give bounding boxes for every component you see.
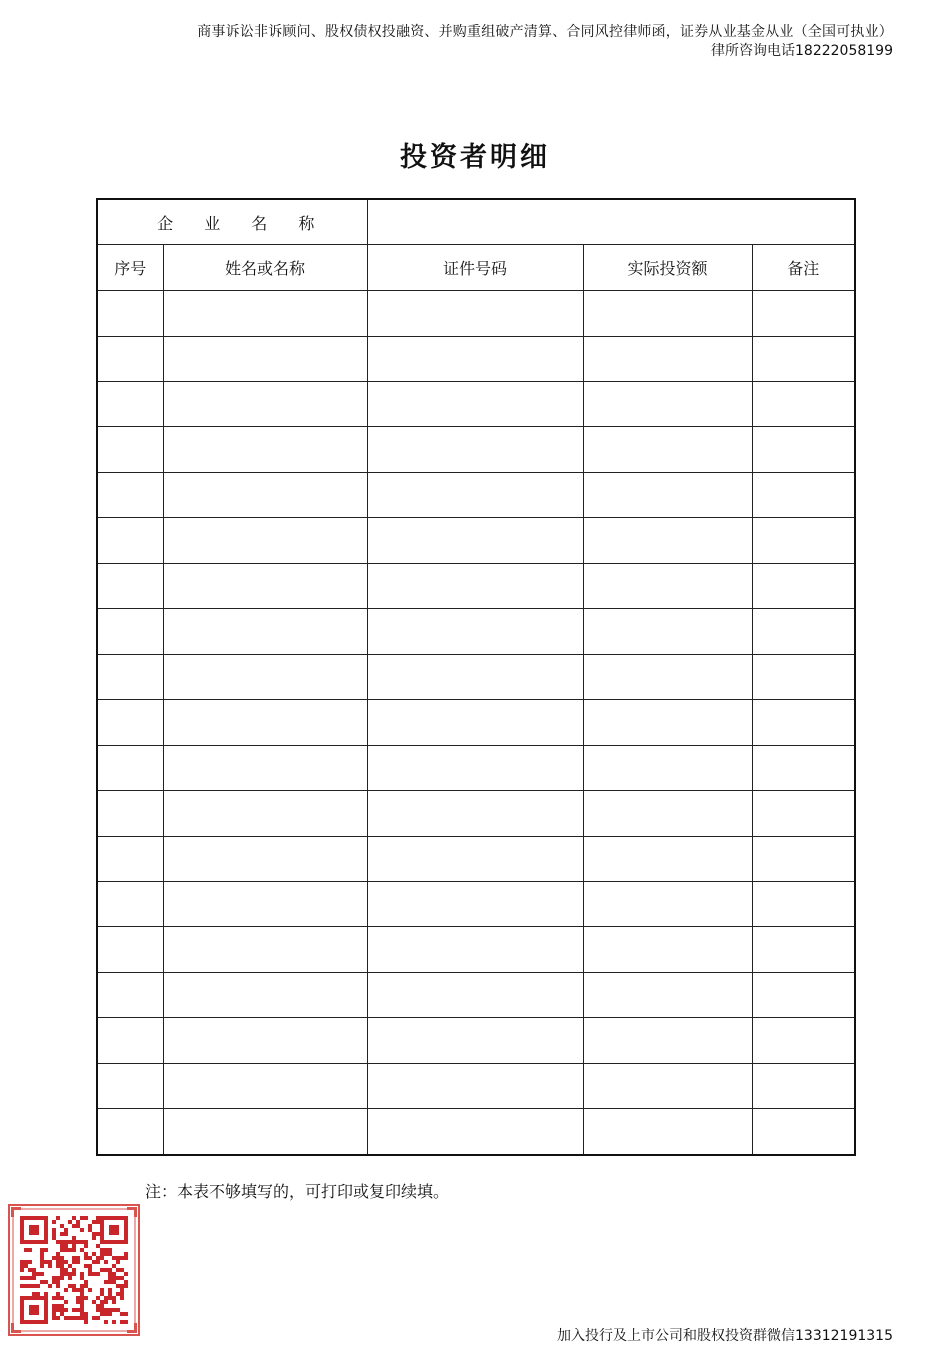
table-row — [97, 563, 855, 608]
cell-name[interactable] — [163, 382, 367, 427]
cell-name[interactable] — [163, 972, 367, 1017]
cell-name[interactable] — [163, 745, 367, 790]
cell-id-number[interactable] — [367, 336, 583, 381]
cell-remarks[interactable] — [752, 1018, 855, 1063]
cell-name[interactable] — [163, 427, 367, 472]
cell-name[interactable] — [163, 291, 367, 336]
table-row — [97, 927, 855, 972]
cell-id-number[interactable] — [367, 791, 583, 836]
table-row — [97, 427, 855, 472]
cell-index[interactable] — [97, 427, 163, 472]
cell-id-number[interactable] — [367, 382, 583, 427]
cell-name[interactable] — [163, 1018, 367, 1063]
cell-name[interactable] — [163, 1109, 367, 1155]
cell-index[interactable] — [97, 336, 163, 381]
company-label: 企 业 名 称 — [97, 199, 367, 245]
table-row — [97, 291, 855, 336]
cell-index[interactable] — [97, 1018, 163, 1063]
cell-name[interactable] — [163, 700, 367, 745]
table-row — [97, 609, 855, 654]
cell-id-number[interactable] — [367, 1018, 583, 1063]
cell-remarks[interactable] — [752, 836, 855, 881]
cell-name[interactable] — [163, 1063, 367, 1108]
cell-name[interactable] — [163, 336, 367, 381]
cell-index[interactable] — [97, 518, 163, 563]
cell-remarks[interactable] — [752, 882, 855, 927]
col-header-investment: 实际投资额 — [583, 245, 752, 291]
cell-name[interactable] — [163, 563, 367, 608]
investor-table — [96, 198, 856, 1156]
cell-remarks[interactable] — [752, 1109, 855, 1155]
cell-index[interactable] — [97, 382, 163, 427]
cell-remarks[interactable] — [752, 427, 855, 472]
cell-remarks[interactable] — [752, 745, 855, 790]
col-header-remarks: 备注 — [752, 245, 855, 291]
page-title: 投资者明细 — [400, 142, 550, 173]
cell-investment[interactable] — [583, 882, 752, 927]
cell-index[interactable] — [97, 745, 163, 790]
cell-investment[interactable] — [583, 427, 752, 472]
table-row — [97, 518, 855, 563]
table-row — [97, 472, 855, 517]
header-phone-text: 律所咨询电话18222058199 — [711, 43, 893, 59]
table-row — [97, 1063, 855, 1108]
cell-index[interactable] — [97, 291, 163, 336]
cell-index[interactable] — [97, 654, 163, 699]
cell-remarks[interactable] — [752, 972, 855, 1017]
cell-id-number[interactable] — [367, 745, 583, 790]
cell-remarks[interactable] — [752, 700, 855, 745]
footnote: 注：本表不够填写的，可打印或复印续填。 — [145, 1182, 450, 1201]
cell-remarks[interactable] — [752, 927, 855, 972]
cell-index[interactable] — [97, 791, 163, 836]
table-row — [97, 336, 855, 381]
cell-name[interactable] — [163, 882, 367, 927]
table-row — [97, 836, 855, 881]
cell-index[interactable] — [97, 836, 163, 881]
table-row — [97, 382, 855, 427]
cell-remarks[interactable] — [752, 291, 855, 336]
table-row — [97, 654, 855, 699]
footer-wechat-text: 加入投行及上市公司和股权投资群微信13312191315 — [557, 1328, 893, 1344]
cell-remarks[interactable] — [752, 609, 855, 654]
cell-index[interactable] — [97, 882, 163, 927]
cell-name[interactable] — [163, 472, 367, 517]
cell-remarks[interactable] — [752, 1063, 855, 1108]
cell-index[interactable] — [97, 1063, 163, 1108]
cell-index[interactable] — [97, 700, 163, 745]
cell-investment[interactable] — [583, 563, 752, 608]
cell-name[interactable] — [163, 836, 367, 881]
table-row — [97, 791, 855, 836]
cell-investment[interactable] — [583, 927, 752, 972]
cell-id-number[interactable] — [367, 836, 583, 881]
cell-name[interactable] — [163, 927, 367, 972]
table-row — [97, 1109, 855, 1155]
company-row — [97, 199, 855, 245]
cell-investment[interactable] — [583, 654, 752, 699]
table-row — [97, 745, 855, 790]
cell-name[interactable] — [163, 791, 367, 836]
cell-remarks[interactable] — [752, 518, 855, 563]
cell-id-number[interactable] — [367, 1063, 583, 1108]
cell-index[interactable] — [97, 563, 163, 608]
cell-investment[interactable] — [583, 291, 752, 336]
cell-investment[interactable] — [583, 745, 752, 790]
cell-name[interactable] — [163, 609, 367, 654]
cell-investment[interactable] — [583, 472, 752, 517]
cell-id-number[interactable] — [367, 700, 583, 745]
cell-id-number[interactable] — [367, 291, 583, 336]
cell-investment[interactable] — [583, 518, 752, 563]
cell-index[interactable] — [97, 927, 163, 972]
cell-investment[interactable] — [583, 700, 752, 745]
cell-id-number[interactable] — [367, 882, 583, 927]
cell-id-number[interactable] — [367, 472, 583, 517]
cell-remarks[interactable] — [752, 472, 855, 517]
qr-code-icon — [8, 1204, 140, 1336]
cell-remarks[interactable] — [752, 563, 855, 608]
cell-remarks[interactable] — [752, 382, 855, 427]
cell-id-number[interactable] — [367, 609, 583, 654]
cell-id-number[interactable] — [367, 563, 583, 608]
cell-index[interactable] — [97, 609, 163, 654]
cell-investment[interactable] — [583, 382, 752, 427]
cell-investment[interactable] — [583, 1063, 752, 1108]
cell-id-number[interactable] — [367, 427, 583, 472]
cell-index[interactable] — [97, 1109, 163, 1155]
cell-investment[interactable] — [583, 791, 752, 836]
cell-id-number[interactable] — [367, 1109, 583, 1155]
cell-index[interactable] — [97, 472, 163, 517]
header-row — [97, 245, 855, 291]
cell-investment[interactable] — [583, 1018, 752, 1063]
col-header-id-number: 证件号码 — [367, 245, 583, 291]
cell-investment[interactable] — [583, 1109, 752, 1155]
cell-name[interactable] — [163, 654, 367, 699]
cell-id-number[interactable] — [367, 518, 583, 563]
cell-remarks[interactable] — [752, 654, 855, 699]
cell-investment[interactable] — [583, 972, 752, 1017]
header-services-text: 商事诉讼非诉顾问、股权债权投融资、并购重组破产清算、合同风控律师函，证券从业基金从业（全国可执业） — [197, 24, 893, 40]
cell-id-number[interactable] — [367, 654, 583, 699]
table-row — [97, 1018, 855, 1063]
cell-remarks[interactable] — [752, 336, 855, 381]
company-value-cell[interactable] — [367, 199, 855, 245]
table-row — [97, 700, 855, 745]
col-header-index: 序号 — [97, 245, 163, 291]
cell-id-number[interactable] — [367, 927, 583, 972]
cell-index[interactable] — [97, 972, 163, 1017]
table-row — [97, 882, 855, 927]
cell-id-number[interactable] — [367, 972, 583, 1017]
cell-investment[interactable] — [583, 609, 752, 654]
cell-investment[interactable] — [583, 336, 752, 381]
cell-name[interactable] — [163, 518, 367, 563]
col-header-name: 姓名或名称 — [163, 245, 367, 291]
table-row — [97, 972, 855, 1017]
cell-remarks[interactable] — [752, 791, 855, 836]
cell-investment[interactable] — [583, 836, 752, 881]
